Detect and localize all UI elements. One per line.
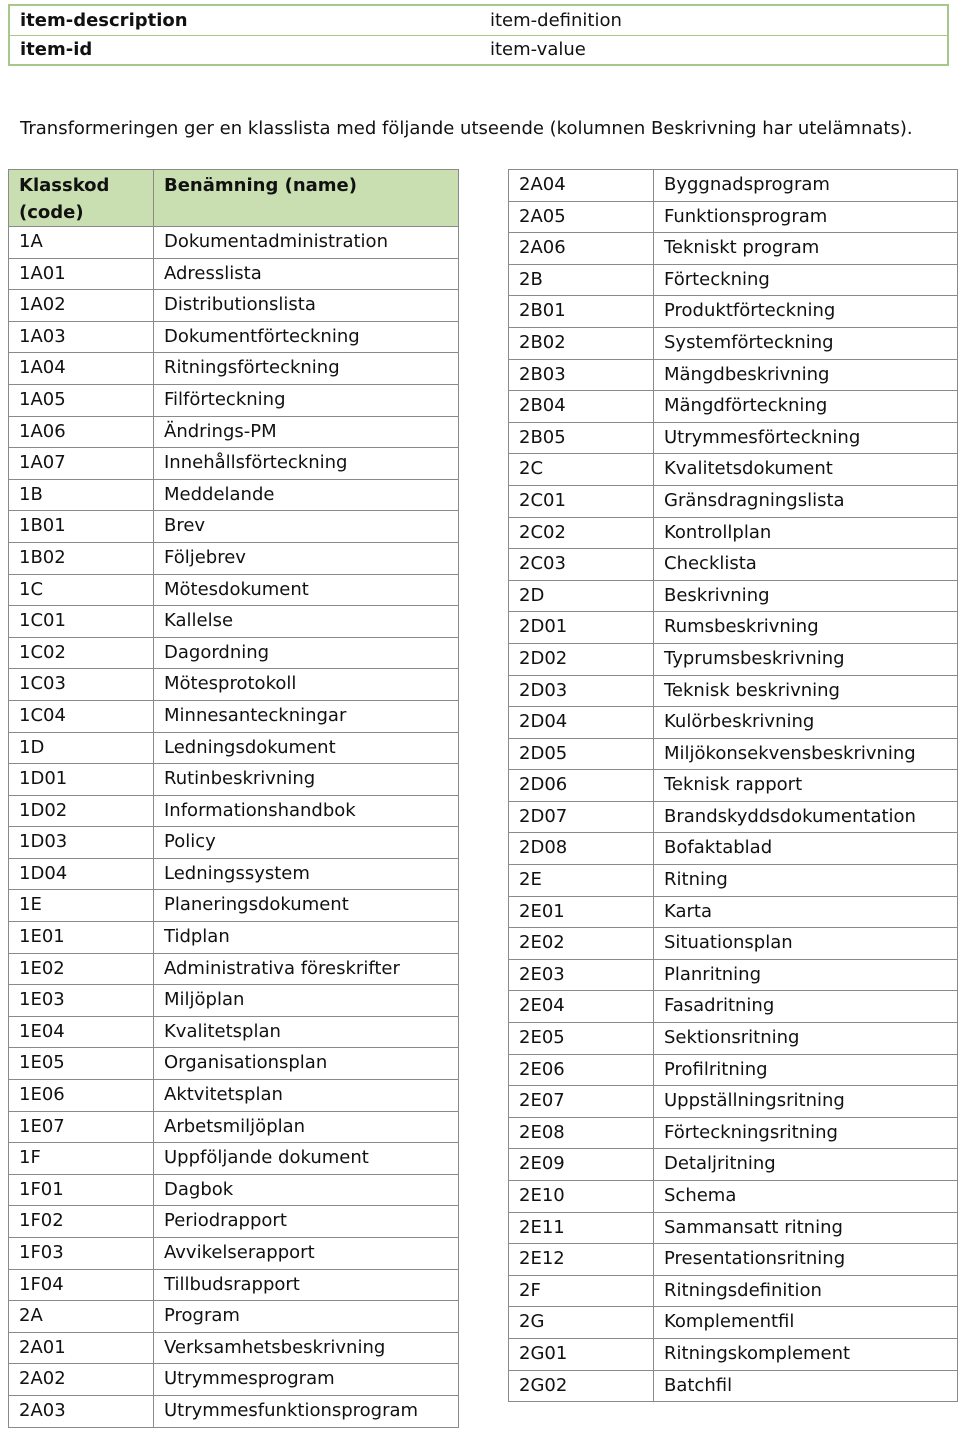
- class-code-cell: 2E10: [509, 1181, 654, 1213]
- class-code-cell: 2E: [509, 865, 654, 897]
- class-name-cell: Meddelande: [154, 479, 459, 511]
- table-row: [9, 795, 459, 827]
- table-row: [509, 959, 958, 991]
- class-code-cell: 2G: [509, 1307, 654, 1339]
- class-code-cell: 2E03: [509, 959, 654, 991]
- table-row: [9, 922, 459, 954]
- table-row: [9, 542, 459, 574]
- class-name-cell: Organisationsplan: [154, 1048, 459, 1080]
- class-name-cell: Program: [154, 1301, 459, 1333]
- class-name-cell: Informationshandbok: [154, 795, 459, 827]
- class-code-cell: 2C: [509, 454, 654, 486]
- table-row: [509, 170, 958, 202]
- class-code-cell: 2E11: [509, 1212, 654, 1244]
- class-name-cell: Utrymmesprogram: [154, 1364, 459, 1396]
- class-name-cell: Mängdförteckning: [654, 391, 958, 423]
- class-name-cell: Verksamhetsbeskrivning: [154, 1332, 459, 1364]
- class-code-cell: 1D01: [9, 764, 154, 796]
- table-row: [509, 612, 958, 644]
- class-name-cell: Tidplan: [154, 922, 459, 954]
- class-name-cell: Förteckning: [654, 264, 958, 296]
- table-row: [9, 732, 459, 764]
- class-code-cell: 2E02: [509, 928, 654, 960]
- table-row: [9, 1238, 459, 1270]
- table-row: [9, 1080, 459, 1112]
- class-code-cell: 2D05: [509, 738, 654, 770]
- table-row: [509, 359, 958, 391]
- class-code-cell: 2E06: [509, 1054, 654, 1086]
- class-name-cell: Dagbok: [154, 1174, 459, 1206]
- class-name-cell: Ritning: [654, 865, 958, 897]
- class-code-cell: 2G02: [509, 1370, 654, 1402]
- class-code-cell: 2B01: [509, 296, 654, 328]
- class-name-cell: Minnesanteckningar: [154, 700, 459, 732]
- table-row: [9, 511, 459, 543]
- class-code-cell: 1A: [9, 227, 154, 259]
- class-name-cell: Periodrapport: [154, 1206, 459, 1238]
- class-name-cell: Teknisk rapport: [654, 770, 958, 802]
- class-code-cell: 2A04: [509, 170, 654, 202]
- class-code-cell: 1B02: [9, 542, 154, 574]
- class-code-cell: 1C01: [9, 606, 154, 638]
- class-name-cell: Miljökonsekvensbeskrivning: [654, 738, 958, 770]
- table-row: [509, 833, 958, 865]
- table-row: [9, 227, 459, 259]
- class-code-cell: 2E08: [509, 1117, 654, 1149]
- class-code-cell: 2A03: [9, 1395, 154, 1427]
- class-code-cell: 1E06: [9, 1080, 154, 1112]
- class-name-cell: Ritningsdefinition: [654, 1275, 958, 1307]
- table-row: [10, 35, 947, 64]
- class-name-cell: Fasadritning: [654, 991, 958, 1023]
- class-name-cell: Utrymmesförteckning: [654, 422, 958, 454]
- table-row: [509, 1338, 958, 1370]
- class-name-cell: Utrymmesfunktionsprogram: [154, 1395, 459, 1427]
- class-name-cell: Uppföljande dokument: [154, 1143, 459, 1175]
- class-code-cell: 1A01: [9, 258, 154, 290]
- item-key: item-id: [20, 39, 93, 60]
- table-row: [509, 1023, 958, 1055]
- class-code-cell: 2A01: [9, 1332, 154, 1364]
- class-code-cell: 1A04: [9, 353, 154, 385]
- class-name-cell: Brandskyddsdokumentation: [654, 801, 958, 833]
- table-row: [509, 643, 958, 675]
- class-name-cell: Mötesdokument: [154, 574, 459, 606]
- table-row: [509, 454, 958, 486]
- class-name-cell: Filförteckning: [154, 384, 459, 416]
- class-code-cell: 2E05: [509, 1023, 654, 1055]
- class-name-cell: Administrativa föreskrifter: [154, 953, 459, 985]
- class-code-cell: 1A03: [9, 321, 154, 353]
- table-row: [9, 764, 459, 796]
- table-row: [509, 1244, 958, 1276]
- class-name-cell: Batchfil: [654, 1370, 958, 1402]
- table-row: [509, 233, 958, 265]
- table-row: [9, 416, 459, 448]
- table-row: [509, 1275, 958, 1307]
- table-row: [509, 296, 958, 328]
- table-row: [9, 1174, 459, 1206]
- item-value: item-definition: [490, 10, 622, 31]
- table-row: [509, 580, 958, 612]
- table-row: [9, 1206, 459, 1238]
- table-row: [509, 738, 958, 770]
- class-code-cell: 1C04: [9, 700, 154, 732]
- class-code-cell: 2A06: [509, 233, 654, 265]
- table-row: [9, 574, 459, 606]
- header-name: Benämning (name): [154, 170, 459, 227]
- class-code-cell: 1A06: [9, 416, 154, 448]
- class-name-cell: Ritningsförteckning: [154, 353, 459, 385]
- class-code-cell: 2E07: [509, 1086, 654, 1118]
- table-header-row: [9, 170, 459, 227]
- table-row: [9, 1048, 459, 1080]
- class-name-cell: Beskrivning: [654, 580, 958, 612]
- class-code-cell: 2A: [9, 1301, 154, 1333]
- class-code-cell: 2B05: [509, 422, 654, 454]
- table-row: [509, 1212, 958, 1244]
- class-list-table-left: [8, 169, 459, 1428]
- class-code-cell: 2A02: [9, 1364, 154, 1396]
- class-name-cell: Planeringsdokument: [154, 890, 459, 922]
- table-row: [509, 801, 958, 833]
- class-code-cell: 1D: [9, 732, 154, 764]
- class-name-cell: Kvalitetsplan: [154, 1016, 459, 1048]
- table-row: [9, 985, 459, 1017]
- table-row: [509, 1086, 958, 1118]
- table-row: [9, 353, 459, 385]
- class-name-cell: Adresslista: [154, 258, 459, 290]
- table-row: [509, 1149, 958, 1181]
- class-name-cell: Tillbudsrapport: [154, 1269, 459, 1301]
- class-code-cell: 1E: [9, 890, 154, 922]
- class-code-cell: 2D: [509, 580, 654, 612]
- class-code-cell: 2C03: [509, 549, 654, 581]
- class-code-cell: 2D04: [509, 707, 654, 739]
- class-code-cell: 1D03: [9, 827, 154, 859]
- class-code-cell: 2E01: [509, 896, 654, 928]
- class-code-cell: 1E02: [9, 953, 154, 985]
- class-name-cell: Kontrollplan: [654, 517, 958, 549]
- class-name-cell: Ledningsdokument: [154, 732, 459, 764]
- table-row: [9, 1016, 459, 1048]
- class-name-cell: Mängdbeskrivning: [654, 359, 958, 391]
- class-name-cell: Uppställningsritning: [654, 1086, 958, 1118]
- item-key: item-description: [20, 10, 188, 31]
- class-name-cell: Dagordning: [154, 637, 459, 669]
- class-code-cell: 1C02: [9, 637, 154, 669]
- table-row: [9, 637, 459, 669]
- class-name-cell: Policy: [154, 827, 459, 859]
- class-code-cell: 2G01: [509, 1338, 654, 1370]
- class-name-cell: Teknisk beskrivning: [654, 675, 958, 707]
- class-code-cell: 1F02: [9, 1206, 154, 1238]
- class-name-cell: Kvalitetsdokument: [654, 454, 958, 486]
- class-code-cell: 2B: [509, 264, 654, 296]
- class-code-cell: 2D02: [509, 643, 654, 675]
- table-row: [9, 321, 459, 353]
- class-name-cell: Förteckningsritning: [654, 1117, 958, 1149]
- table-row: [9, 1301, 459, 1333]
- class-code-cell: 1A07: [9, 448, 154, 480]
- table-row: [9, 258, 459, 290]
- table-row: [509, 865, 958, 897]
- class-code-cell: 1F04: [9, 1269, 154, 1301]
- table-row: [9, 1395, 459, 1427]
- table-row: [9, 1143, 459, 1175]
- class-code-cell: 2C02: [509, 517, 654, 549]
- table-row: [9, 290, 459, 322]
- table-row: [10, 6, 947, 36]
- class-name-cell: Ritningskomplement: [654, 1338, 958, 1370]
- class-name-cell: Miljöplan: [154, 985, 459, 1017]
- table-row: [509, 991, 958, 1023]
- class-code-cell: 2B03: [509, 359, 654, 391]
- class-code-cell: 1F: [9, 1143, 154, 1175]
- class-code-cell: 1A02: [9, 290, 154, 322]
- table-row: [9, 479, 459, 511]
- class-code-cell: 1E03: [9, 985, 154, 1017]
- table-row: [9, 890, 459, 922]
- class-code-cell: 1A05: [9, 384, 154, 416]
- class-name-cell: Karta: [654, 896, 958, 928]
- table-row: [9, 669, 459, 701]
- table-row: [509, 485, 958, 517]
- class-code-cell: 2D01: [509, 612, 654, 644]
- class-name-cell: Sektionsritning: [654, 1023, 958, 1055]
- class-name-cell: Aktvitetsplan: [154, 1080, 459, 1112]
- class-code-cell: 2D06: [509, 770, 654, 802]
- table-row: [509, 327, 958, 359]
- class-name-cell: Distributionslista: [154, 290, 459, 322]
- class-name-cell: Detaljritning: [654, 1149, 958, 1181]
- table-row: [9, 1111, 459, 1143]
- class-code-cell: 1E04: [9, 1016, 154, 1048]
- class-name-cell: Profilritning: [654, 1054, 958, 1086]
- class-name-cell: Produktförteckning: [654, 296, 958, 328]
- class-name-cell: Gränsdragningslista: [654, 485, 958, 517]
- table-row: [9, 827, 459, 859]
- table-row: [509, 928, 958, 960]
- class-name-cell: Kulörbeskrivning: [654, 707, 958, 739]
- class-name-cell: Rutinbeskrivning: [154, 764, 459, 796]
- class-code-cell: 2D07: [509, 801, 654, 833]
- table-row: [9, 1269, 459, 1301]
- class-name-cell: Dokumentförteckning: [154, 321, 459, 353]
- class-name-cell: Dokumentadministration: [154, 227, 459, 259]
- class-code-cell: 2E04: [509, 991, 654, 1023]
- table-row: [509, 770, 958, 802]
- class-name-cell: Systemförteckning: [654, 327, 958, 359]
- class-code-cell: 1D04: [9, 858, 154, 890]
- table-row: [9, 953, 459, 985]
- class-name-cell: Checklista: [654, 549, 958, 581]
- class-name-cell: Schema: [654, 1181, 958, 1213]
- class-name-cell: Brev: [154, 511, 459, 543]
- class-name-cell: Arbetsmiljöplan: [154, 1111, 459, 1143]
- table-row: [9, 700, 459, 732]
- table-row: [509, 896, 958, 928]
- class-name-cell: Ledningssystem: [154, 858, 459, 890]
- class-name-cell: Kallelse: [154, 606, 459, 638]
- table-row: [509, 707, 958, 739]
- class-name-cell: Rumsbeskrivning: [654, 612, 958, 644]
- class-code-cell: 2E12: [509, 1244, 654, 1276]
- item-definition-table: [8, 4, 949, 66]
- class-code-cell: 1B: [9, 479, 154, 511]
- class-name-cell: Byggnadsprogram: [654, 170, 958, 202]
- class-name-cell: Mötesprotokoll: [154, 669, 459, 701]
- class-code-cell: 1E05: [9, 1048, 154, 1080]
- table-row: [9, 448, 459, 480]
- class-name-cell: Situationsplan: [654, 928, 958, 960]
- table-row: [509, 201, 958, 233]
- table-row: [509, 422, 958, 454]
- table-row: [509, 1181, 958, 1213]
- class-code-cell: 1C: [9, 574, 154, 606]
- class-code-cell: 1E01: [9, 922, 154, 954]
- table-row: [9, 384, 459, 416]
- class-name-cell: Tekniskt program: [654, 233, 958, 265]
- class-name-cell: Presentationsritning: [654, 1244, 958, 1276]
- class-code-cell: 2E09: [509, 1149, 654, 1181]
- table-row: [509, 264, 958, 296]
- table-row: [509, 1307, 958, 1339]
- class-name-cell: Avvikelserapport: [154, 1238, 459, 1270]
- class-code-cell: 2D08: [509, 833, 654, 865]
- table-row: [9, 606, 459, 638]
- class-code-cell: 2B02: [509, 327, 654, 359]
- table-row: [509, 549, 958, 581]
- class-code-cell: 1F03: [9, 1238, 154, 1270]
- class-name-cell: Bofaktablad: [654, 833, 958, 865]
- table-row: [509, 1370, 958, 1402]
- class-name-cell: Följebrev: [154, 542, 459, 574]
- class-code-cell: 2C01: [509, 485, 654, 517]
- class-code-cell: 2F: [509, 1275, 654, 1307]
- class-name-cell: Typrumsbeskrivning: [654, 643, 958, 675]
- class-code-cell: 2A05: [509, 201, 654, 233]
- header-code: Klasskod (code): [9, 170, 154, 227]
- class-code-cell: 1D02: [9, 795, 154, 827]
- class-name-cell: Ändrings-PM: [154, 416, 459, 448]
- item-value: item-value: [490, 39, 586, 60]
- class-name-cell: Planritning: [654, 959, 958, 991]
- class-name-cell: Komplementfil: [654, 1307, 958, 1339]
- table-row: [509, 1054, 958, 1086]
- class-code-cell: 2B04: [509, 391, 654, 423]
- table-row: [9, 1332, 459, 1364]
- class-name-cell: Sammansatt ritning: [654, 1212, 958, 1244]
- class-code-cell: 2D03: [509, 675, 654, 707]
- intro-paragraph: Transformeringen ger en klasslista med följande utseende (kolumnen Beskrivning har utelämnats).: [20, 118, 913, 139]
- class-name-cell: Innehållsförteckning: [154, 448, 459, 480]
- table-row: [509, 1117, 958, 1149]
- table-row: [9, 858, 459, 890]
- class-list-table-right: [508, 169, 958, 1402]
- table-row: [509, 391, 958, 423]
- table-row: [9, 1364, 459, 1396]
- table-row: [509, 675, 958, 707]
- class-code-cell: 1C03: [9, 669, 154, 701]
- class-code-cell: 1F01: [9, 1174, 154, 1206]
- class-name-cell: Funktionsprogram: [654, 201, 958, 233]
- table-row: [509, 517, 958, 549]
- class-code-cell: 1E07: [9, 1111, 154, 1143]
- class-code-cell: 1B01: [9, 511, 154, 543]
